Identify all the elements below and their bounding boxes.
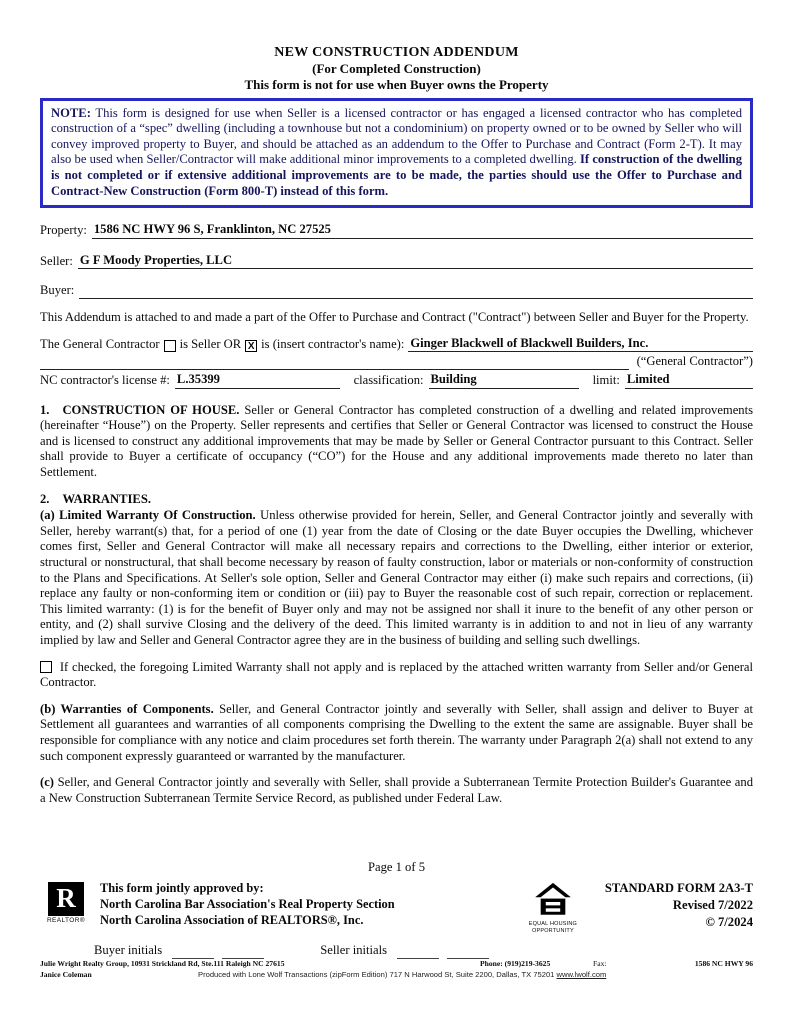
classification-field[interactable]: Building [429,372,579,389]
section-2b-heading: (b) Warranties of Components. [40,701,214,716]
footer-columns [40,880,753,935]
section-2-heading: WARRANTIES. [62,491,151,506]
buyer-field[interactable] [79,284,753,299]
bottom-footer-row-1 [40,959,753,970]
equal-housing-icon [532,882,574,916]
agent-name-text: Janice Coleman [40,970,92,979]
approved-line-2: North Carolina Bar Association's Real Property Section [100,896,395,911]
buyer-initials-field-2[interactable] [222,946,264,959]
buyer-row [40,283,753,299]
section-2c-body: Seller, and General Contractor jointly and severally with Seller, shall provide a Subterranean Termite Protection Builder's Guarantee and a New Construction Subterranean Termite Service Record, as published under Federal Law. [40,775,753,805]
warranty-optout-text: If checked, the foregoing Limited Warranty shall not apply and is replaced by the attached written warranty from Seller and/or General Contractor. [40,659,753,690]
form-copyright: © 7/2024 [705,914,753,929]
equal-housing-label-1: EQUAL HOUSING [528,921,578,928]
realtor-logo-label: REALTOR® [46,916,86,924]
property-row [40,222,753,239]
note-label: NOTE: [51,105,91,120]
bottom-footer [40,959,753,981]
license-field[interactable]: L.35399 [175,372,340,389]
produced-text: Produced with Lone Wolf Transactions (zipForm Edition) 717 N Harwood St, Suite 2200, Dallas, TX 75201 [198,970,555,979]
general-contractor-row [40,336,753,353]
phone-text: Phone: (919)219-3625 [480,959,551,968]
limit-field[interactable]: Limited [625,372,753,389]
section-2-number: 2. [40,491,50,506]
fax-text: Fax: [593,959,607,968]
warranty-optout-paragraph [40,660,753,691]
section-1-number: 1. [40,402,50,417]
produced-with-text [198,970,606,979]
general-contractor-suffix: (“General Contractor”) [636,354,753,369]
initials-row [94,943,753,959]
section-1-heading: CONSTRUCTION OF HOUSE. [62,402,240,417]
buyer-initials-label: Buyer initials [94,943,163,958]
note-box [40,98,753,209]
form-title: NEW CONSTRUCTION ADDENDUM [274,45,519,60]
standard-form-name: STANDARD FORM 2A3-T [604,880,753,895]
approved-line-1: This form jointly approved by: [100,880,264,895]
general-contractor-block [40,336,753,389]
property-field[interactable]: 1586 NC HWY 96 S, Franklinton, NC 27525 [92,222,753,239]
section-1-paragraph [40,403,753,481]
section-2c-paragraph [40,775,753,806]
limit-label: limit: [592,372,620,387]
seller-field[interactable]: G F Moody Properties, LLC [78,253,753,270]
bottom-footer-row-2 [40,970,753,981]
section-2b-paragraph [40,702,753,764]
addendum-paragraph: This Addendum is attached to and made a part of the Offer to Purchase and Contract ("Contract") between Seller and Buyer for the Property. [40,310,749,325]
equal-housing-label-2: OPPORTUNITY [531,927,574,934]
section-2c-heading: (c) [40,775,54,790]
license-label: NC contractor's license #: [40,372,170,387]
seller-initials-field-2[interactable] [447,946,489,959]
brokerage-office-text: Julie Wright Realty Group, 10931 Strickland Rd, Ste.111 Raleigh NC 27615 [40,959,285,968]
seller-initials-field-1[interactable] [397,946,439,959]
form-title-block [40,44,753,94]
seller-initials-label: Seller initials [320,943,388,958]
realtor-logo [40,882,92,925]
section-2-heading-row [40,492,753,508]
seller-row [40,253,753,270]
section-1-body: Seller or General Contractor has completed construction of a dwelling and related improvements (hereinafter “House”) on the Property. Seller represents and certifies that Seller or General Contractor was licensed to construct the House and is licensed to construct any additional improvements that may be made by Seller or General Contractor pursuant to this Contract. Seller shall provide to Buyer a certificate of occupancy (“CO”) for the House and any additional improvements made thereto no later than Settlement. [40,402,753,479]
page-number: Page 1 of 5 [367,860,425,874]
gc-prefix: The General Contractor [40,336,160,351]
equal-housing-logo [525,882,581,935]
license-row [40,372,753,389]
property-label: Property: [40,223,87,238]
section-2a-body: Unless otherwise provided for herein, Seller, and General Contractor jointly and severally with Seller, hereby warrant(s) that, for a period of one (1) year from the date of Closing or the date Buyer occupies the Dwelling, whichever comes first, Seller and General Contractor will make all necessary repairs and corrections to the Dwelling, either interior or exterior, structural or nonstructural, that shall become necessary by reason of faulty construction, labor or materials or non-conformity of construction to the Plans and Specifications. At Seller's sole option, Seller and General Contractor may either (i) make such repairs and corrections, (ii) replace any faulty or non-conforming item or condition or (iii) pay to Buyer the reasonable cost of such repair, correction or replacement. This limited warranty: (1) is for the benefit of Buyer only and may not be assigned nor shall it inure to the benefit of any other person or entity, and (2) shall survive Closing and the delivery of the deed. This limited warranty is in addition to and not in lieu of any warranty implied by law and Seller and General Contractor agree they are in the business of building and selling such dwellings. [40,508,754,648]
form-warning: This form is not for use when Buyer owns the Property [244,77,549,93]
section-2a-heading: (a) Limited Warranty Of Construction. [40,508,256,523]
approved-line-3: North Carolina Association of REALTORS®, Inc. [100,912,364,927]
contractor-name-field[interactable]: Ginger Blackwell of Blackwell Builders, Inc. [408,336,753,353]
is-seller-label: is Seller OR [179,336,242,351]
jointly-approved-block [100,880,395,928]
section-2b-body: Seller, and General Contractor jointly and severally with Seller, shall assign and deliver to Buyer at Settlement all guarantees and warranties of all components comprising the Dwelling to the extent the same are assignable. Buyer shall be responsible for compliance with any notice and claim procedures set forth therein. The warranty under Paragraph 2(a) shall not extend to any such component expressly guaranteed or warranted by the manufacturer. [40,701,754,763]
section-2a-paragraph [40,508,753,648]
insert-name-label: is (insert contractor's name): [261,336,405,351]
buyer-label: Buyer: [40,283,75,298]
form-subtitle: (For Completed Construction) [312,61,481,77]
is-contractor-checkbox[interactable]: X [245,340,257,352]
contractor-name-continuation-field[interactable] [40,356,629,370]
standard-form-info [605,880,753,931]
lwolf-link[interactable]: www.lwolf.com [556,970,607,979]
is-seller-checkbox[interactable] [164,340,176,352]
note-text: This form is designed for use when Seller is a licensed contractor or has engaged a licensed contractor who has completed construction of a “spec” dwelling (including a townhouse but not a condominium) on property owned or to be owned by Seller who will convey improved property to Buyer, and should be attached as an addendum to the Offer to Purchase and Contract (Form 2-T). It may also be used when Seller/Contractor will make additional minor improvements to a completed dwelling. [51,105,742,167]
warranty-optout-checkbox[interactable] [40,661,52,673]
seller-label: Seller: [40,253,73,268]
footer-area [40,860,753,959]
form-revised-date: Revised 7/2022 [672,897,753,912]
classification-label: classification: [353,372,424,387]
note-text-bold: If construction of the dwelling is not completed or if extensive additional improvements are to be made, the parties should use the Offer to Purchase and Contract-New Construction (Form 800-T) instead of this form. [51,152,742,198]
contractor-name-continuation-row [40,354,753,370]
buyer-initials-field-1[interactable] [172,946,214,959]
file-reference-text: 1586 NC HWY 96 [694,959,753,968]
realtor-r-icon: R [48,882,84,916]
